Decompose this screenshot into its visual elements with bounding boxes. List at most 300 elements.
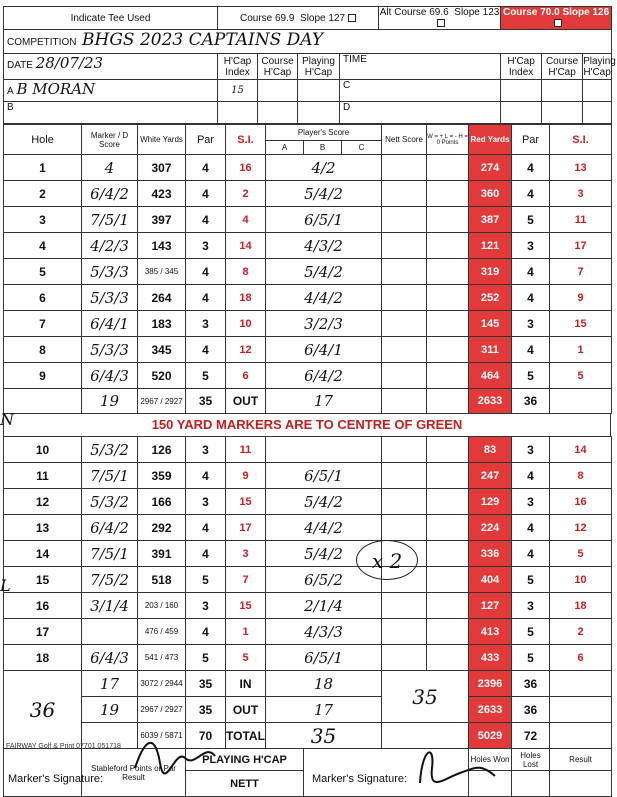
par: 4 (186, 285, 226, 311)
stroke-index: 12 (226, 337, 266, 363)
out-points[interactable] (427, 389, 469, 414)
red-yards: 413 (469, 619, 512, 645)
par: 4 (186, 337, 226, 363)
in-par: 35 (186, 671, 226, 697)
out-row-2 (4, 697, 612, 723)
par: 3 (186, 311, 226, 337)
nett-score[interactable] (382, 285, 427, 311)
par: 4 (186, 619, 226, 645)
player-c-playing[interactable] (583, 80, 612, 102)
player-d-playing[interactable] (583, 102, 612, 124)
nett-score[interactable] (382, 463, 427, 489)
player-score[interactable]: 6/4/2 (266, 363, 382, 389)
stroke-index: 10 (226, 311, 266, 337)
red-yards: 464 (469, 363, 512, 389)
hole-row (4, 567, 612, 593)
out-score[interactable]: 17 (266, 389, 382, 414)
holes-lost-label: Holes Lost (512, 749, 550, 771)
hole-row (4, 233, 612, 259)
player-score[interactable]: 5/4/2 (266, 181, 382, 207)
red-stroke-index: 5 (550, 541, 612, 567)
date-value: 28/07/23 (35, 54, 104, 72)
in-score[interactable]: 18 (266, 671, 382, 697)
out2-white: 2967 / 2927 (138, 697, 186, 723)
out-white: 2967 / 2927 (138, 389, 186, 414)
marker-score[interactable]: 5/3/2 (82, 489, 138, 515)
points[interactable] (427, 259, 469, 285)
hole-number: 2 (4, 181, 82, 207)
course-a: Course 69.9 Slope 127 (218, 7, 379, 30)
par: 4 (186, 207, 226, 233)
red-par: 3 (512, 437, 550, 463)
marker-score[interactable]: 6/4/2 (82, 181, 138, 207)
nett-score[interactable] (382, 437, 427, 463)
red-stroke-index: 10 (550, 567, 612, 593)
nett-score[interactable] (382, 645, 427, 671)
left-note-l: L (0, 576, 11, 595)
brand-logo: FAIRWAY Golf & Print 07701 051718 (6, 743, 121, 750)
nett-score[interactable] (382, 207, 427, 233)
in-white: 3072 / 2944 (138, 671, 186, 697)
footer-row-1 (4, 749, 612, 771)
stroke-index: 7 (226, 567, 266, 593)
player-a-name: B MORAN (16, 80, 96, 98)
out-label: OUT (226, 389, 266, 414)
player-score[interactable]: 5/4/2 (266, 259, 382, 285)
out-marker[interactable]: 19 (82, 389, 138, 414)
tee-checkbox-alt[interactable] (437, 19, 445, 27)
hole-row (4, 311, 612, 337)
marker-score[interactable]: 5/3/3 (82, 259, 138, 285)
red-stroke-index: 11 (550, 207, 612, 233)
marker-score[interactable]: 7/5/1 (82, 541, 138, 567)
hole-number: 12 (4, 489, 82, 515)
front-nine-rows (4, 155, 612, 389)
points[interactable] (427, 363, 469, 389)
result-value[interactable] (550, 771, 612, 797)
nett-score[interactable] (382, 515, 427, 541)
white-yards: 397 (138, 207, 186, 233)
holes-lost-value[interactable] (512, 771, 550, 797)
out2-marker[interactable]: 19 (82, 697, 138, 723)
nett-score[interactable] (382, 259, 427, 285)
white-yards: 203 / 160 (138, 593, 186, 619)
in-rpar: 36 (512, 671, 550, 697)
points[interactable] (427, 541, 469, 567)
marker-score[interactable]: 6/4/3 (82, 645, 138, 671)
red-par: 4 (512, 463, 550, 489)
par: 4 (186, 463, 226, 489)
player-score[interactable]: 5/4/2 (266, 489, 382, 515)
red-yards: 247 (469, 463, 512, 489)
red-par: 5 (512, 567, 550, 593)
hole-row (4, 285, 612, 311)
hole-number: 8 (4, 337, 82, 363)
red-par: 3 (512, 489, 550, 515)
red-yards: 311 (469, 337, 512, 363)
indicate-tee-label: Indicate Tee Used (4, 7, 218, 30)
player-b-course[interactable] (258, 102, 298, 124)
total-white: 6039 / 5871 (138, 723, 186, 749)
red-par: 5 (512, 645, 550, 671)
par: 4 (186, 155, 226, 181)
out2-red: 2633 (469, 697, 512, 723)
red-stroke-index: 3 (550, 181, 612, 207)
points[interactable] (427, 463, 469, 489)
player-a-course-hcap[interactable] (258, 80, 298, 102)
white-yards: 126 (138, 437, 186, 463)
white-yards: 518 (138, 567, 186, 593)
hole-row (4, 181, 612, 207)
par: 4 (186, 515, 226, 541)
red-yards: 252 (469, 285, 512, 311)
white-yards: 423 (138, 181, 186, 207)
white-yards: 143 (138, 233, 186, 259)
player-b-index[interactable] (218, 102, 258, 124)
nett-label: NETT (186, 771, 304, 797)
stroke-index: 5 (226, 645, 266, 671)
hole-number: 6 (4, 285, 82, 311)
header-table (3, 6, 616, 124)
points[interactable] (427, 489, 469, 515)
marker-score[interactable] (82, 619, 138, 645)
stroke-index: 8 (226, 259, 266, 285)
marker-score[interactable]: 7/5/1 (82, 207, 138, 233)
time-label: TIME (340, 54, 501, 80)
stroke-index: 15 (226, 489, 266, 515)
red-yards: 336 (469, 541, 512, 567)
stroke-index: 4 (226, 207, 266, 233)
red-stroke-index: 17 (550, 233, 612, 259)
player-score[interactable]: 6/5/1 (266, 463, 382, 489)
signature-1 (130, 728, 220, 778)
out-red: 2633 (469, 389, 512, 414)
hole-number: 7 (4, 311, 82, 337)
hole-row (4, 337, 612, 363)
in-red: 2396 (469, 671, 512, 697)
red-stroke-index: 7 (550, 259, 612, 285)
playing-hcap-label-footer: PLAYING H'CAP (186, 749, 304, 771)
hole-row (4, 515, 612, 541)
player-score[interactable]: 4/3/3 (266, 619, 382, 645)
signature-2 (410, 738, 500, 788)
red-yards: 387 (469, 207, 512, 233)
marker-score[interactable]: 6/4/2 (82, 515, 138, 541)
marker-score[interactable]: 4/2/3 (82, 233, 138, 259)
player-c-field[interactable]: C (340, 80, 501, 102)
total-circle: 36 (4, 671, 82, 749)
red-stroke-index: 1 (550, 337, 612, 363)
white-yards: 385 / 345 (138, 259, 186, 285)
points[interactable] (427, 207, 469, 233)
out2-par: 35 (186, 697, 226, 723)
player-score[interactable]: 2/1/4 (266, 593, 382, 619)
out-nett[interactable] (382, 389, 427, 414)
nett-score[interactable] (382, 363, 427, 389)
white-yards: 264 (138, 285, 186, 311)
result-label: Result (550, 749, 612, 771)
red-yards: 274 (469, 155, 512, 181)
col-par: Par (186, 125, 226, 155)
hole-row (4, 463, 612, 489)
stroke-index: 2 (226, 181, 266, 207)
red-yards: 121 (469, 233, 512, 259)
stroke-index: 16 (226, 155, 266, 181)
points[interactable] (427, 619, 469, 645)
total-score[interactable]: 35 (266, 723, 382, 749)
nett-score[interactable] (382, 181, 427, 207)
red-stroke-index: 12 (550, 515, 612, 541)
marker-score[interactable]: 5/3/3 (82, 285, 138, 311)
competition-field[interactable]: COMPETITION BHGS 2023 CAPTAINS DAY (4, 30, 612, 54)
points[interactable] (427, 515, 469, 541)
hole-number: 9 (4, 363, 82, 389)
col-si: S.I. (226, 125, 266, 155)
hole-number: 10 (4, 437, 82, 463)
hole-row (4, 645, 612, 671)
course-hcap-label-right: Course H'Cap (542, 54, 583, 80)
out-row (4, 389, 612, 414)
stroke-index: 17 (226, 515, 266, 541)
hole-row (4, 619, 612, 645)
col-nett: Nett Score (382, 125, 427, 155)
hole-number: 11 (4, 463, 82, 489)
player-score[interactable]: 4/3/2 (266, 233, 382, 259)
red-stroke-index: 2 (550, 619, 612, 645)
red-par: 4 (512, 259, 550, 285)
marker-score[interactable]: 5/3/3 (82, 337, 138, 363)
red-par: 4 (512, 337, 550, 363)
stroke-index: 18 (226, 285, 266, 311)
total-label: TOTAL (226, 723, 266, 749)
points[interactable] (427, 155, 469, 181)
out2-rpar: 36 (512, 697, 550, 723)
player-score[interactable]: 3/2/3 (266, 311, 382, 337)
player-a-field[interactable]: A B MORAN (4, 80, 218, 102)
out2-rsi (550, 697, 612, 723)
par: 4 (186, 541, 226, 567)
player-score[interactable]: 4/2 (266, 155, 382, 181)
red-stroke-index: 18 (550, 593, 612, 619)
stroke-index: 14 (226, 233, 266, 259)
out-par: 35 (186, 389, 226, 414)
red-par: 5 (512, 207, 550, 233)
total-rpar: 72 (512, 723, 550, 749)
col-a: A (266, 141, 304, 155)
col-b: B (304, 141, 342, 155)
stroke-index: 15 (226, 593, 266, 619)
points[interactable] (427, 233, 469, 259)
player-score[interactable]: 4/4/2 (266, 285, 382, 311)
red-stroke-index: 9 (550, 285, 612, 311)
tee-checkbox-red[interactable] (554, 19, 562, 27)
stableford-label: Stableford Points or Par Result (82, 749, 186, 797)
course-hcap-label: Course H'Cap (258, 54, 298, 80)
col-wlh: W = + L = - H = 0 Points (427, 125, 469, 155)
red-yards: 360 (469, 181, 512, 207)
red-yards: 224 (469, 515, 512, 541)
marker-score[interactable]: 7/5/2 (82, 567, 138, 593)
col-white-yards: White Yards (138, 125, 186, 155)
points[interactable] (427, 285, 469, 311)
hole-row (4, 363, 612, 389)
points[interactable] (427, 593, 469, 619)
hole-row (4, 437, 612, 463)
holes-won-label: Holes Won (469, 749, 512, 771)
white-yards: 476 / 459 (138, 619, 186, 645)
hole-number: 5 (4, 259, 82, 285)
nett-score[interactable] (382, 337, 427, 363)
stroke-index: 3 (226, 541, 266, 567)
total-red: 5029 (469, 723, 512, 749)
white-yards: 166 (138, 489, 186, 515)
points[interactable] (427, 337, 469, 363)
hole-row (4, 259, 612, 285)
competition-value: BHGS 2023 CAPTAINS DAY (82, 30, 324, 50)
nett-score[interactable] (382, 311, 427, 337)
par: 5 (186, 567, 226, 593)
nett-score[interactable] (382, 593, 427, 619)
col-par-right: Par (512, 125, 550, 155)
hole-number: 3 (4, 207, 82, 233)
marker-score[interactable]: 3/1/4 (82, 593, 138, 619)
hole-row (4, 489, 612, 515)
par: 3 (186, 233, 226, 259)
player-score[interactable]: 5/4/2 (266, 541, 382, 567)
points[interactable] (427, 437, 469, 463)
red-stroke-index: 6 (550, 645, 612, 671)
out2-score[interactable]: 17 (266, 697, 382, 723)
par: 3 (186, 489, 226, 515)
nett-score[interactable] (382, 489, 427, 515)
hcap-index-label: H'Cap Index (218, 54, 258, 80)
tee-checkbox-white[interactable] (348, 14, 356, 22)
white-yards: 345 (138, 337, 186, 363)
red-par: 3 (512, 593, 550, 619)
in-label: IN (226, 671, 266, 697)
player-b-field[interactable]: B (4, 102, 218, 124)
white-yards: 359 (138, 463, 186, 489)
stroke-index: 6 (226, 363, 266, 389)
col-c: C (342, 141, 382, 155)
back-nine-rows (4, 437, 612, 671)
scorecard (3, 6, 616, 797)
col-si-right: S.I. (550, 125, 612, 155)
red-stroke-index: 8 (550, 463, 612, 489)
course-alt: Alt Course 69.6 Slope 123 (379, 7, 501, 30)
player-a-playing-hcap[interactable] (298, 80, 340, 102)
date-field[interactable]: DATE 28/07/23 (4, 54, 218, 80)
marker-signature-label-1: Marker's Signature: (8, 773, 104, 785)
hole-row (4, 207, 612, 233)
front-nine-table (3, 124, 612, 414)
red-par: 5 (512, 619, 550, 645)
hole-number: 4 (4, 233, 82, 259)
col-red-yards: Red Yards (469, 125, 512, 155)
marker-score[interactable]: 7/5/1 (82, 463, 138, 489)
red-stroke-index: 14 (550, 437, 612, 463)
points[interactable] (427, 645, 469, 671)
nett-score[interactable] (382, 155, 427, 181)
player-c-index[interactable] (501, 80, 542, 102)
red-stroke-index: 16 (550, 489, 612, 515)
player-a-index[interactable]: 15 (218, 80, 258, 102)
nett-score[interactable] (382, 619, 427, 645)
red-stroke-index: 15 (550, 311, 612, 337)
out-rsi (550, 389, 612, 414)
in-rsi (550, 671, 612, 697)
yard-marker-banner: 150 YARD MARKERS ARE TO CENTRE OF GREEN (3, 414, 611, 436)
player-score[interactable] (266, 437, 382, 463)
hole-number: 17 (4, 619, 82, 645)
points[interactable] (427, 567, 469, 593)
marker-score[interactable]: 6/4/1 (82, 311, 138, 337)
total-par: 70 (186, 723, 226, 749)
note-35: 35 (382, 671, 469, 723)
white-yards: 292 (138, 515, 186, 541)
points[interactable] (427, 311, 469, 337)
marker-score[interactable]: 4 (82, 155, 138, 181)
par: 5 (186, 363, 226, 389)
par: 5 (186, 645, 226, 671)
red-stroke-index: 13 (550, 155, 612, 181)
player-score[interactable]: 6/4/1 (266, 337, 382, 363)
player-c-course[interactable] (542, 80, 583, 102)
hole-row (4, 541, 612, 567)
red-yards: 129 (469, 489, 512, 515)
player-d-index[interactable] (501, 102, 542, 124)
hcap-index-label-right: H'Cap Index (501, 54, 542, 80)
player-score[interactable]: 6/5/2 (266, 567, 382, 593)
red-yards: 83 (469, 437, 512, 463)
player-score[interactable]: 6/5/1 (266, 645, 382, 671)
red-par: 4 (512, 285, 550, 311)
par: 3 (186, 593, 226, 619)
marker-score[interactable]: 5/3/2 (82, 437, 138, 463)
hole-number: 15 (4, 567, 82, 593)
total-rsi (550, 723, 612, 749)
col-hole: Hole (4, 125, 82, 155)
marker-signature-label-2: Marker's Signature: (312, 773, 408, 785)
player-score[interactable]: 6/5/1 (266, 207, 382, 233)
stroke-index: 9 (226, 463, 266, 489)
in-marker[interactable]: 17 (82, 671, 138, 697)
player-d-course[interactable] (542, 102, 583, 124)
red-par: 3 (512, 233, 550, 259)
player-score[interactable]: 4/4/2 (266, 515, 382, 541)
red-par: 4 (512, 541, 550, 567)
red-yards: 433 (469, 645, 512, 671)
player-b-playing[interactable] (298, 102, 340, 124)
red-par: 4 (512, 515, 550, 541)
out2-label: OUT (226, 697, 266, 723)
stroke-index: 11 (226, 437, 266, 463)
points[interactable] (427, 181, 469, 207)
out-blank (4, 389, 82, 414)
player-d-field[interactable]: D (340, 102, 501, 124)
out-rpar: 36 (512, 389, 550, 414)
par: 4 (186, 181, 226, 207)
marker-score[interactable]: 6/4/3 (82, 363, 138, 389)
hole-number: 13 (4, 515, 82, 541)
white-yards: 307 (138, 155, 186, 181)
course-red: Course 70.0 Slope 126 (501, 7, 612, 30)
in-row (4, 671, 612, 697)
red-stroke-index: 5 (550, 363, 612, 389)
red-par: 3 (512, 311, 550, 337)
nett-score[interactable] (382, 233, 427, 259)
par: 4 (186, 259, 226, 285)
